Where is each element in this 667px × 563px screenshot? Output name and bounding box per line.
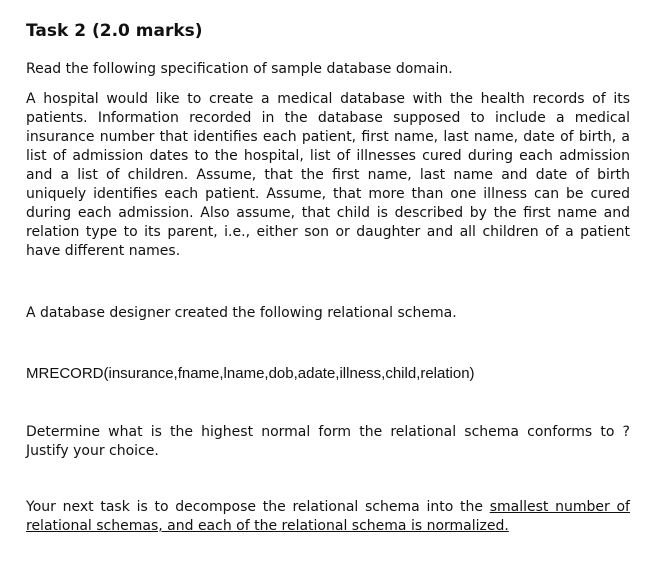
decompose-task-text: Your next task is to decompose the relational schema into the bbox=[26, 499, 490, 515]
relational-schema: MRECORD(insurance,fname,lname,dob,adate,illness,child,relation) bbox=[26, 365, 475, 382]
decompose-task bbox=[26, 498, 630, 536]
determine-question: Determine what is the highest normal form the relational schema conforms to ? Justify your choice. bbox=[26, 424, 630, 459]
task-title: Task 2 (2.0 marks) bbox=[26, 21, 203, 41]
intro-paragraph: Read the following specification of sample database domain. bbox=[26, 61, 453, 77]
designer-paragraph: A database designer created the following relational schema. bbox=[26, 305, 457, 321]
specification-paragraph: A hospital would like to create a medical database with the health records of its patients. Information recorded in the database supposed to include a medical insurance number that identifies each patient, first name, last name, date of birth, a list of admission dates to the hospital, list of illnesses cured during each admission and a list of children. Assume, that the first name, last name and date of birth uniquely identifies each patient. Assume, that more than one illness can be cured during each admission. Also assume, that child is described by the first name and relation type to its parent, i.e., either son or daughter and all children of a patient have different names. bbox=[26, 91, 630, 259]
decompose-task-underlined: smallest number of relational schemas, and each of the relational schema is normalized. bbox=[26, 499, 630, 534]
